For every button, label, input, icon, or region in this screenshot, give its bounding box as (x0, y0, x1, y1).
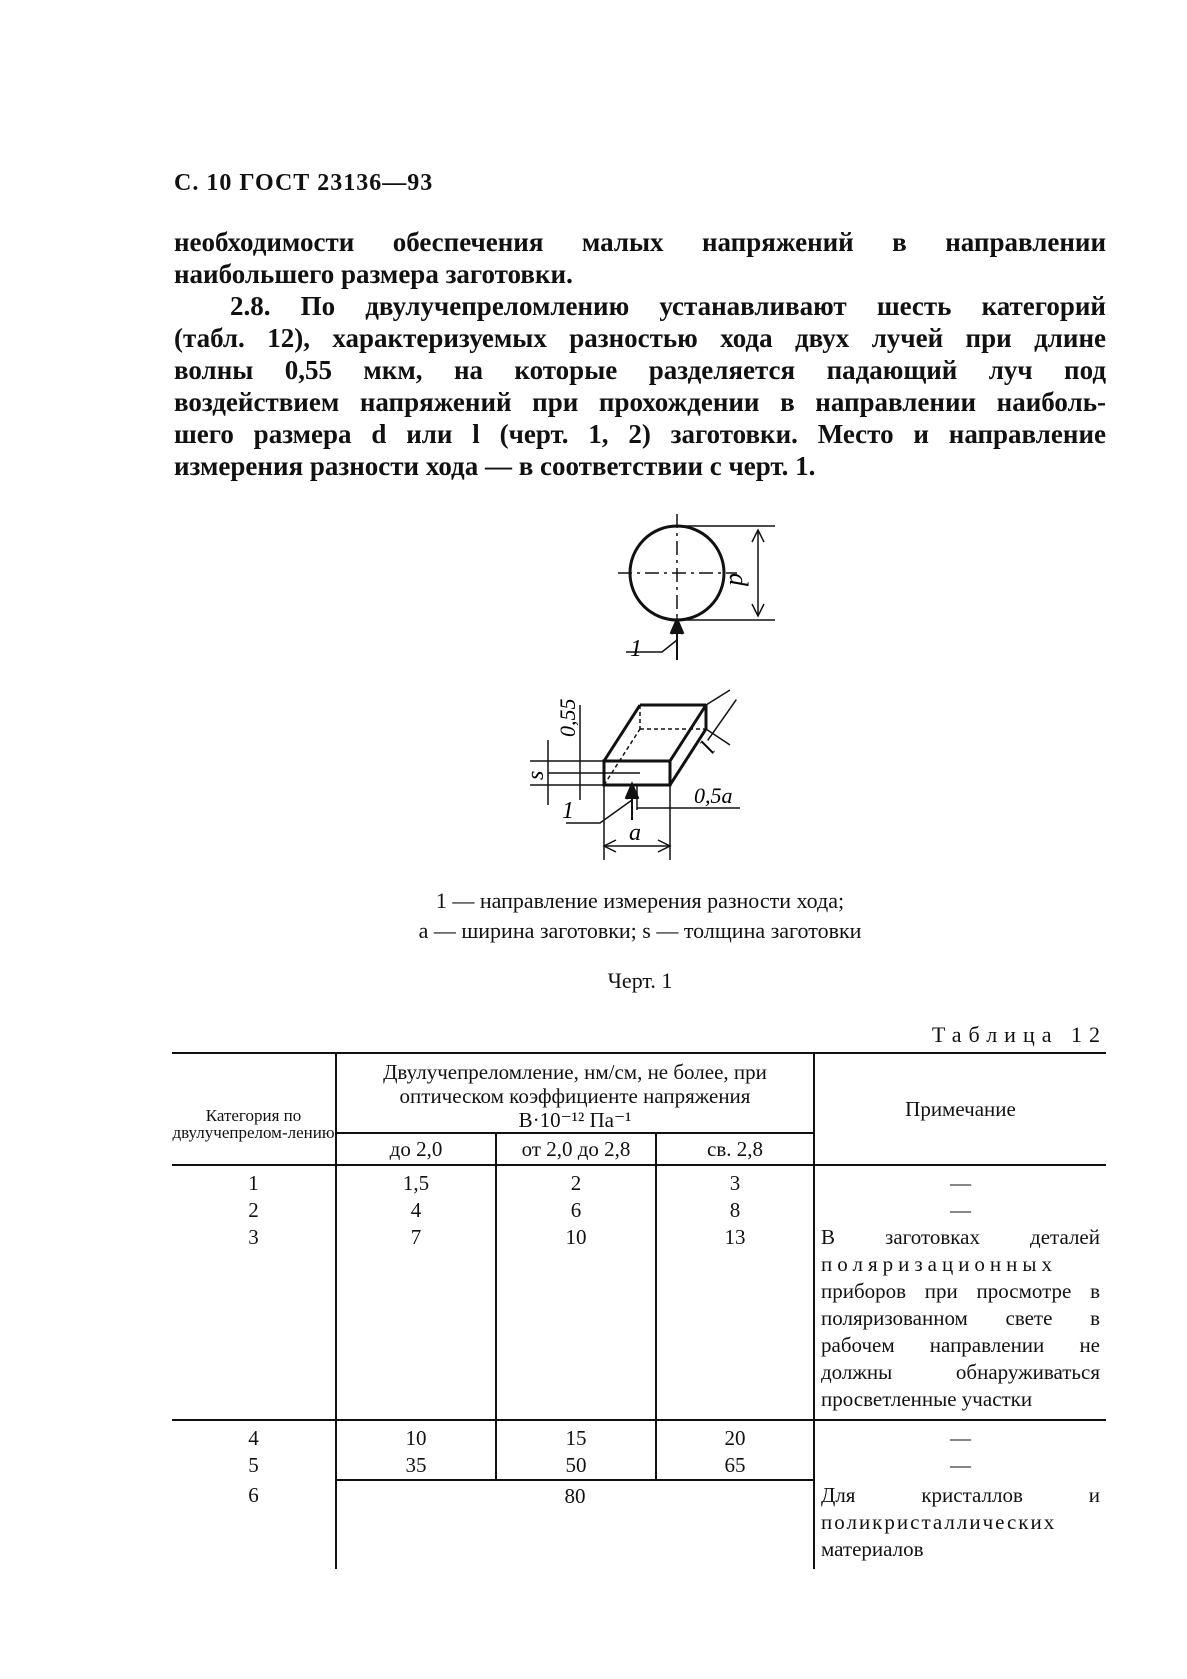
label-s: s (523, 770, 549, 780)
group1-note (814, 1165, 1106, 1420)
text-line: (табл. 12), характеризуемых разностью хода двух лучей при длине (174, 323, 1106, 353)
text-line: измерения разности хода — в соответствии с черт. 1. (174, 451, 816, 481)
label-0-55: 0,55 (555, 698, 580, 737)
text-line: наибольшего размера заготовки. (174, 259, 573, 289)
text-line: волны 0,55 мкм, на которые разделяется падающий луч под (174, 355, 1106, 385)
table-row-group-3 (172, 1480, 1106, 1569)
note-line: поляризационных (821, 1252, 1058, 1276)
group1-col2 (496, 1165, 656, 1420)
cell: 2 (570, 1171, 582, 1195)
header-category: Категория по двулучепрелом-лению (172, 1053, 336, 1165)
cell: 5 (248, 1453, 259, 1477)
label-0-5a: 0,5a (694, 783, 733, 808)
cell: 2 (248, 1198, 259, 1222)
group3-category: 6 (248, 1483, 259, 1507)
cell: 1 (248, 1171, 259, 1195)
header-birefringence-text: Двулучепреломление, нм/см, не более, при оптическом коэффициенте напряжения (383, 1060, 767, 1108)
group3-note (814, 1480, 1106, 1569)
text-line: шего размера d или l (черт. 1, 2) заготовки. Место и направление (174, 419, 1106, 449)
figure-caption: Черт. 1 (607, 968, 673, 993)
label-l: l (695, 738, 721, 759)
group1-categories (172, 1165, 336, 1420)
group1-col3 (656, 1165, 814, 1420)
label-d: d (724, 573, 753, 586)
table-row-group-2 (172, 1420, 1106, 1480)
header-note: Примечание (814, 1053, 1106, 1165)
figure-legend (174, 886, 1106, 946)
group2-col2 (496, 1420, 656, 1480)
cell: 10 (405, 1426, 427, 1450)
header-birefringence-unit: B·10⁻¹² Па⁻¹ (518, 1108, 632, 1132)
group2-col1 (336, 1420, 496, 1480)
legend-line: 1 — направление измерения разности хода; (435, 888, 845, 913)
note-line: рабочем направлении не (821, 1333, 1100, 1357)
note-line: В заготовках деталей (821, 1225, 1100, 1249)
cell: — (950, 1426, 971, 1450)
table-12 (172, 1052, 1106, 1569)
note-line: просветленные участки (821, 1387, 1033, 1411)
group2-col3 (656, 1420, 814, 1480)
text-line: необходимости обеспечения малых напряжений в направлении (174, 227, 1106, 257)
cell: 13 (724, 1225, 746, 1249)
note-line: приборов при просмотре в (821, 1279, 1100, 1303)
text-line: воздействием напряжений при прохождении в направлении наиболь- (174, 387, 1106, 417)
legend-line: a — ширина заготовки; s — толщина заготовки (418, 918, 862, 943)
cell: 50 (565, 1453, 587, 1477)
label-a: a (629, 820, 641, 846)
cell: 4 (248, 1426, 259, 1450)
cell: 8 (729, 1198, 741, 1222)
header-birefringence (336, 1053, 814, 1133)
note-line: должны обнаруживаться (821, 1360, 1100, 1384)
table-row-group-1 (172, 1165, 1106, 1420)
cell: 1,5 (402, 1171, 430, 1195)
cell: 7 (410, 1225, 422, 1249)
group3-value: 80 (336, 1480, 814, 1569)
cell: 65 (724, 1453, 746, 1477)
cell: — (950, 1171, 971, 1195)
subheader-col2: от 2,0 до 2,8 (496, 1133, 656, 1165)
cell: 15 (565, 1426, 587, 1450)
text-line: 2.8. По двулучепреломлению устанавливают шесть категорий (230, 291, 1106, 321)
subheader-col3: св. 2,8 (656, 1133, 814, 1165)
table-title: Таблица 12 (931, 1022, 1107, 1047)
note-line: поляризованном свете в (821, 1306, 1100, 1330)
cell: 3 (248, 1225, 259, 1249)
cell: 3 (729, 1171, 741, 1195)
note-line: поликристаллических (821, 1510, 1057, 1534)
group1-col1 (336, 1165, 496, 1420)
note-line: Для кристаллов и (821, 1483, 1100, 1507)
cell: — (950, 1198, 971, 1222)
subheader-col1: до 2,0 (336, 1133, 496, 1165)
cell: 4 (410, 1198, 422, 1222)
group2-note (814, 1420, 1106, 1480)
cell: — (950, 1453, 971, 1477)
cell: 20 (724, 1426, 746, 1450)
label-1-bottom: 1 (562, 798, 574, 824)
page-header: С. 10 ГОСТ 23136—93 (174, 170, 434, 196)
note-line: материалов (821, 1537, 924, 1561)
cell: 10 (565, 1225, 587, 1249)
cell: 6 (570, 1198, 582, 1222)
cell: 35 (405, 1453, 427, 1477)
label-1-top: 1 (630, 636, 642, 662)
group2-categories (172, 1420, 336, 1480)
